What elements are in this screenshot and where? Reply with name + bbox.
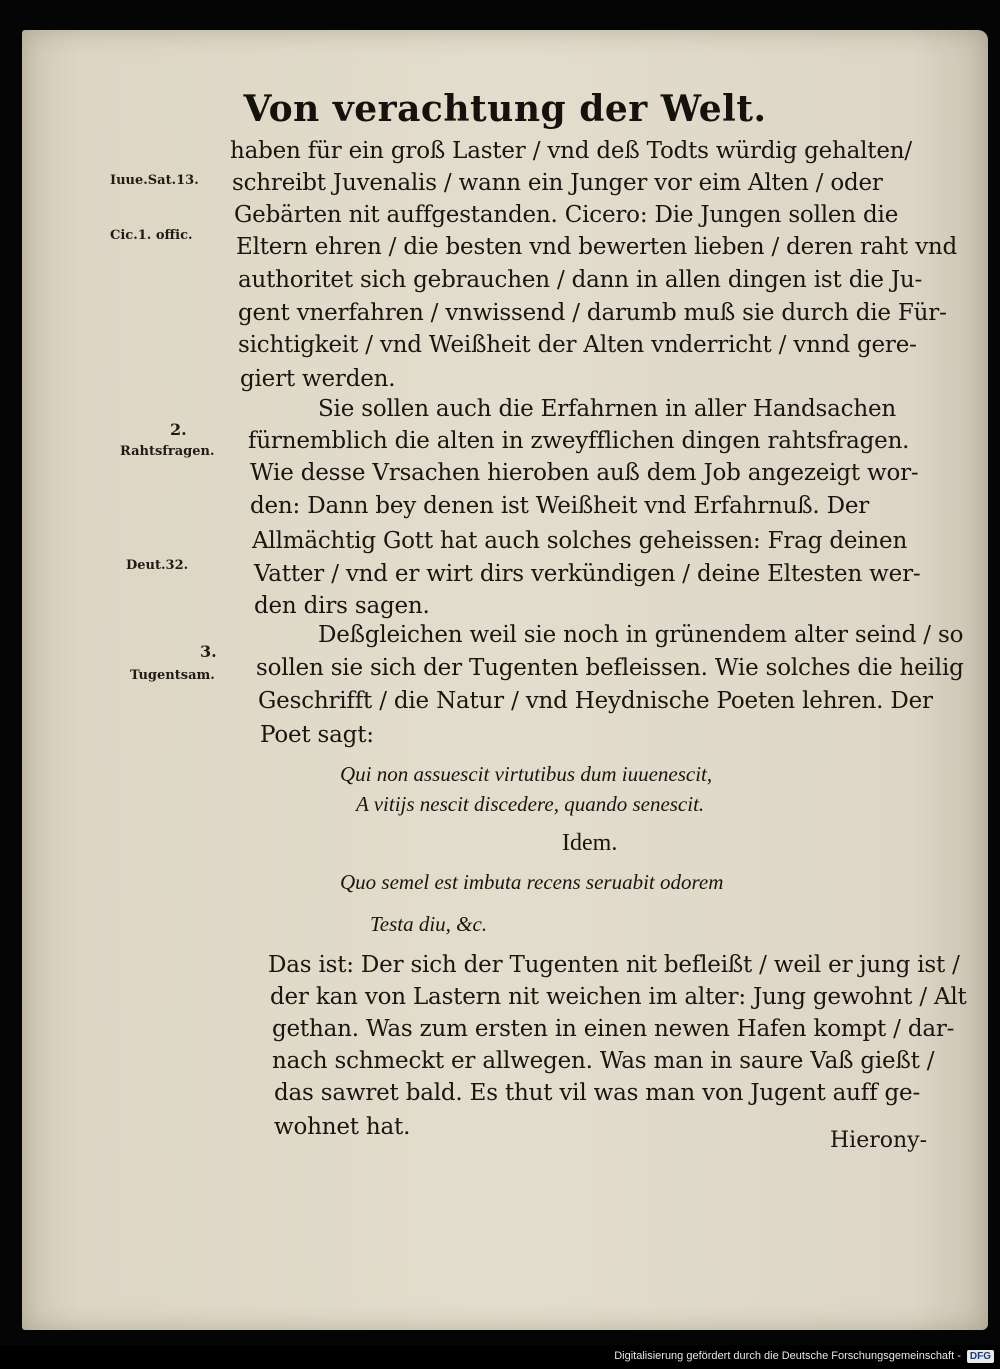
translation-line: gethan. Was zum ersten in einen newen Hafen kompt / dar- [272, 1016, 955, 1042]
body-line: authoritet sich gebrauchen / dann in allen dingen ist die Ju- [238, 267, 923, 293]
margin-note-deuteronomy: Deut.32. [126, 558, 189, 573]
dfg-logo: DFG [967, 1350, 994, 1363]
body-line: giert werden. [240, 366, 396, 392]
body-line: gent vnerfahren / vnwissend / darumb muß sie durch die Für- [238, 300, 947, 326]
body-line: Vatter / vnd er wirt dirs verkündigen / deine Eltesten wer- [254, 561, 921, 587]
margin-number-3: 3. [200, 642, 217, 661]
body-line: sichtigkeit / vnd Weißheit der Alten vnderricht / vnnd gere- [238, 332, 917, 358]
body-line: Eltern ehren / die besten vnd bewerten lieben / deren raht vnd [236, 234, 958, 260]
running-header: Von verachtung der Welt. [243, 88, 767, 130]
translation-line: wohnet hat. [274, 1114, 411, 1140]
body-line: Deßgleichen weil sie noch in grünendem alter seind / so [318, 622, 964, 648]
body-line: Poet sagt: [260, 722, 374, 748]
body-line: Geschrifft / die Natur / vnd Heydnische Poeten lehren. Der [258, 688, 933, 714]
translation-line: der kan von Lastern nit weichen im alter: Jung gewohnt / Alt [270, 984, 967, 1010]
body-line: Gebärten nit auffgestanden. Cicero: Die Jungen sollen die [234, 202, 899, 228]
body-line: haben für ein groß Laster / vnd deß Todts würdig gehalten/ [230, 138, 912, 164]
margin-note-cicero: Cic.1. offic. [110, 228, 193, 243]
body-line: sollen sie sich der Tugenten befleissen. Wie solches die heilig [256, 655, 964, 681]
margin-number-2: 2. [170, 420, 187, 439]
latin-verse-line: Quo semel est imbuta recens seruabit odorem [340, 870, 724, 894]
latin-verse-line: Testa diu, &c. [370, 912, 488, 936]
body-line: fürnemblich die alten in zweyfflichen dingen rahtsfragen. [248, 428, 910, 454]
latin-verse-line: Qui non assuescit virtutibus dum iuuenescit, [340, 762, 713, 786]
body-line: Allmächtig Gott hat auch solches geheissen: Frag deinen [252, 528, 908, 554]
body-line: Wie desse Vrsachen hieroben auß dem Job angezeigt wor- [250, 460, 919, 486]
latin-verse-line: A vitijs nescit discedere, quando senescit. [356, 792, 705, 816]
idem-heading: Idem. [562, 830, 618, 856]
margin-note-rahtsfragen: Rahtsfragen. [120, 444, 215, 459]
margin-note-tugentsam: Tugentsam. [130, 668, 215, 683]
catchword: Hierony- [830, 1128, 928, 1153]
body-line: den: Dann bey denen ist Weißheit vnd Erfahrnuß. Der [250, 493, 870, 519]
body-line: Sie sollen auch die Erfahrnen in aller Handsachen [318, 396, 896, 422]
translation-line: nach schmeckt er allwegen. Was man in saure Vaß gießt / [272, 1048, 935, 1074]
digitization-footer [614, 1347, 994, 1365]
translation-line: das sawret bald. Es thut vil was man von Jugent auff ge- [274, 1080, 921, 1106]
footer-credit: Digitalisierung gefördert durch die Deutsche Forschungsgemeinschaft - [614, 1350, 961, 1362]
translation-line: Das ist: Der sich der Tugenten nit befleißt / weil er jung ist / [268, 952, 960, 978]
body-line: den dirs sagen. [254, 593, 430, 619]
body-line: schreibt Juvenalis / wann ein Junger vor eim Alten / oder [232, 170, 883, 196]
book-page [22, 30, 988, 1330]
margin-note-juvenal: Iuue.Sat.13. [110, 173, 199, 188]
